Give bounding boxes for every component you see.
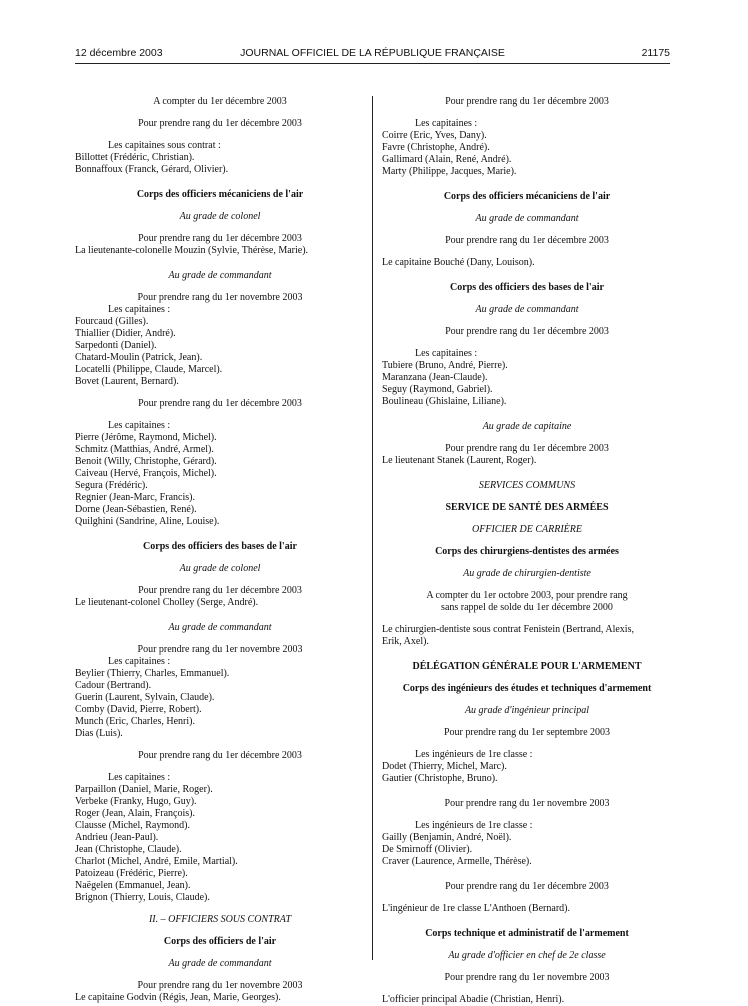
spacer xyxy=(75,410,365,420)
text-line: La lieutenante-colonelle Mouzin (Sylvie, Thérèse, Marie). xyxy=(75,245,309,256)
text-line: Bonnaffoux (Franck, Gérard, Olivier). xyxy=(75,164,229,175)
section-heading: Corps technique et administratif de l'armement xyxy=(425,928,629,939)
spacer xyxy=(382,695,672,705)
spacer xyxy=(382,673,672,683)
spacer xyxy=(75,904,365,914)
spacer xyxy=(75,108,365,118)
grade-heading: Au grade de colonel xyxy=(179,563,261,574)
text-line: Dodet (Thierry, Michel, Marc). xyxy=(382,761,507,772)
rank-line: Pour prendre rang du 1er décembre 2003 xyxy=(445,881,609,892)
text-line: Benoit (Willy, Christophe, Gérard). xyxy=(75,456,217,467)
rank-line: Pour prendre rang du 1er novembre 2003 xyxy=(137,292,303,303)
text-line: Seguy (Raymond, Gabriel). xyxy=(382,384,493,395)
grade-heading: Au grade de commandant xyxy=(168,958,272,969)
rank-line: Pour prendre rang du 1er décembre 2003 xyxy=(138,585,302,596)
text-line: Munch (Eric, Charles, Henri). xyxy=(75,716,195,727)
spacer xyxy=(75,634,365,644)
spacer xyxy=(75,762,365,772)
text-line: Sarpedonti (Daniel). xyxy=(75,340,157,351)
text-line: Billottet (Frédéric, Christian). xyxy=(75,152,195,163)
left-column xyxy=(75,96,365,1004)
rank-line: Pour prendre rang du 1er novembre 2003 xyxy=(137,644,303,655)
spacer xyxy=(75,575,365,585)
spacer xyxy=(382,178,672,191)
grade-heading: Au grade d'ingénieur principal xyxy=(464,705,590,716)
spacer xyxy=(382,203,672,213)
text-line: Quilghini (Sandrine, Aline, Louise). xyxy=(75,516,220,527)
text-line: Locatelli (Philippe, Claude, Marcel). xyxy=(75,364,223,375)
spacer xyxy=(75,257,365,270)
rank-line: Pour prendre rang du 1er décembre 2003 xyxy=(138,233,302,244)
text-line: L'ingénieur de 1re classe L'Anthoen (Bernard). xyxy=(382,903,570,914)
section-heading: Corps des officiers mécaniciens de l'air xyxy=(443,191,611,202)
section-heading: Corps des ingénieurs des études et techniques d'armement xyxy=(402,683,652,694)
text-line: Bovet (Laurent, Bernard). xyxy=(75,376,179,387)
text-line: Gailly (Benjamin, André, Noël). xyxy=(382,832,512,843)
text-line: Gautier (Christophe, Bruno). xyxy=(382,773,498,784)
spacer xyxy=(75,553,365,563)
list-intro: Les capitaines : xyxy=(415,118,478,129)
spacer xyxy=(75,740,365,750)
text-line: Pierre (Jérôme, Raymond, Michel). xyxy=(75,432,217,443)
rank-line: Pour prendre rang du 1er novembre 2003 xyxy=(137,980,303,991)
text-line: Segura (Frédéric). xyxy=(75,480,148,491)
text-line: L'officier principal Abadie (Christian, Henri). xyxy=(382,994,565,1005)
grade-heading: Au grade de colonel xyxy=(179,211,261,222)
rank-line: Pour prendre rang du 1er décembre 2003 xyxy=(138,750,302,761)
grade-heading: Au grade de commandant xyxy=(168,622,272,633)
grade-heading: Au grade de commandant xyxy=(168,270,272,281)
text-line: Schmitz (Matthias, André, Armel). xyxy=(75,444,214,455)
grade-heading: Au grade d'officier en chef de 2e classe xyxy=(448,950,606,961)
text-line: Caiveau (Hervé, François, Michel). xyxy=(75,468,217,479)
spacer xyxy=(382,868,672,881)
text-line: Regnier (Jean-Marc, Francis). xyxy=(75,492,195,503)
rank-line: A compter du 1er décembre 2003 xyxy=(153,96,287,107)
spacer xyxy=(382,810,672,820)
text-line: Verbeke (Franky, Hugo, Guy). xyxy=(75,796,197,807)
text-line: Cadour (Bertrand). xyxy=(75,680,152,691)
text-line: Beylier (Thierry, Charles, Emmanuel). xyxy=(75,668,230,679)
text-line: Brignon (Thierry, Louis, Claude). xyxy=(75,892,210,903)
spacer xyxy=(382,785,672,798)
list-intro: Les capitaines : xyxy=(108,772,171,783)
list-intro: Les capitaines : xyxy=(108,304,171,315)
list-intro: Les capitaines : xyxy=(108,420,171,431)
grade-heading: II. – OFFICIERS SOUS CONTRAT xyxy=(148,914,292,925)
spacer xyxy=(75,388,365,398)
text-line: Le lieutenant Stanek (Laurent, Roger). xyxy=(382,455,537,466)
rank-line: Pour prendre rang du 1er novembre 2003 xyxy=(444,798,610,809)
text-line: Gallimard (Alain, René, André). xyxy=(382,154,512,165)
text-line: Comby (David, Pierre, Robert). xyxy=(75,704,202,715)
text-line: Dorne (Jean-Sébastien, René). xyxy=(75,504,197,515)
text-line: Guerin (Laurent, Sylvain, Claude). xyxy=(75,692,215,703)
spacer xyxy=(382,739,672,749)
section-heading: Corps des chirurgiens-dentistes des armées xyxy=(435,546,619,557)
header-rule xyxy=(75,63,670,64)
spacer xyxy=(382,316,672,326)
rank-line: Pour prendre rang du 1er décembre 2003 xyxy=(138,118,302,129)
text-line: Jean (Christophe, Claude). xyxy=(75,844,182,855)
header-title: JOURNAL OFFICIEL DE LA RÉPUBLIQUE FRANÇAISE xyxy=(240,47,505,59)
rank-line: Pour prendre rang du 1er décembre 2003 xyxy=(445,443,609,454)
rank-line: A compter du 1er octobre 2003, pour prendre rang xyxy=(426,590,628,601)
right-column xyxy=(382,96,672,1006)
text-line: Andrieu (Jean-Paul). xyxy=(75,832,159,843)
spacer xyxy=(382,108,672,118)
header-page-number: 21175 xyxy=(641,47,670,59)
spacer xyxy=(382,648,672,661)
spacer xyxy=(382,614,672,624)
page-header xyxy=(75,47,670,61)
text-line: Craver (Laurence, Armelle, Thérèse). xyxy=(382,856,532,867)
text-line: Naëgelen (Emmanuel, Jean). xyxy=(75,880,191,891)
spacer xyxy=(382,984,672,994)
spacer xyxy=(382,408,672,421)
text-line: Marty (Philippe, Jacques, Marie). xyxy=(382,166,517,177)
spacer xyxy=(382,558,672,568)
text-line: Le capitaine Godvin (Régis, Jean, Marie, Georges). xyxy=(75,992,281,1003)
text-line: Le lieutenant-colonel Cholley (Serge, André). xyxy=(75,597,259,608)
spacer xyxy=(382,294,672,304)
text-line: Chatard-Moulin (Patrick, Jean). xyxy=(75,352,203,363)
section-heading: Corps des officiers mécaniciens de l'air xyxy=(136,189,304,200)
list-intro: Les capitaines : xyxy=(415,348,478,359)
grade-heading: Au grade de chirurgien-dentiste xyxy=(463,568,591,579)
spacer xyxy=(382,717,672,727)
text-line: Dias (Luis). xyxy=(75,728,123,739)
text-line: Tubiere (Bruno, André, Pierre). xyxy=(382,360,508,371)
text-line: Clausse (Michel, Raymond). xyxy=(75,820,190,831)
spacer xyxy=(75,282,365,292)
list-intro: Les capitaines : xyxy=(108,656,171,667)
section-heading: Corps des officiers des bases de l'air xyxy=(450,282,604,293)
spacer xyxy=(75,201,365,211)
spacer xyxy=(382,893,672,903)
spacer xyxy=(382,247,672,257)
text-line: Favre (Christophe, André). xyxy=(382,142,490,153)
text-line: Parpaillon (Daniel, Marie, Roger). xyxy=(75,784,213,795)
spacer xyxy=(382,580,672,590)
text-line: Patoizeau (Frédéric, Pierre). xyxy=(75,868,188,879)
spacer xyxy=(382,915,672,928)
section-heading: SERVICE DE SANTÉ DES ARMÉES xyxy=(445,502,609,513)
list-intro: Les ingénieurs de 1re classe : xyxy=(415,820,533,831)
spacer xyxy=(382,940,672,950)
spacer xyxy=(382,536,672,546)
text-line: De Smirnoff (Olivier). xyxy=(382,844,473,855)
text-line: Boulineau (Ghislaine, Liliane). xyxy=(382,396,507,407)
rank-line: Pour prendre rang du 1er décembre 2003 xyxy=(445,326,609,337)
spacer xyxy=(75,528,365,541)
grade-heading: Au grade de capitaine xyxy=(482,421,572,432)
spacer xyxy=(75,926,365,936)
rank-line: Pour prendre rang du 1er novembre 2003 xyxy=(444,972,610,983)
spacer xyxy=(382,338,672,348)
spacer xyxy=(75,609,365,622)
spacer xyxy=(382,492,672,502)
spacer xyxy=(382,962,672,972)
section-heading: Corps des officiers de l'air xyxy=(163,936,277,947)
spacer xyxy=(382,225,672,235)
rank-line: sans rappel de solde du 1er décembre 2000 xyxy=(441,602,613,613)
spacer xyxy=(75,223,365,233)
spacer xyxy=(75,130,365,140)
text-line: Erik, Axel). xyxy=(382,636,429,647)
spacer xyxy=(382,433,672,443)
rank-line: Pour prendre rang du 1er décembre 2003 xyxy=(445,96,609,107)
section-heading: DÉLÉGATION GÉNÉRALE POUR L'ARMEMENT xyxy=(412,661,642,672)
header-date: 12 décembre 2003 xyxy=(75,47,163,59)
spacer xyxy=(75,970,365,980)
text-line: Le capitaine Bouché (Dany, Louison). xyxy=(382,257,535,268)
list-intro: Les ingénieurs de 1re classe : xyxy=(415,749,533,760)
grade-heading: OFFICIER DE CARRIÈRE xyxy=(472,524,582,535)
section-heading: Corps des officiers des bases de l'air xyxy=(143,541,297,552)
grade-heading: Au grade de commandant xyxy=(475,304,579,315)
spacer xyxy=(75,948,365,958)
spacer xyxy=(382,269,672,282)
list-intro: Les capitaines sous contrat : xyxy=(108,140,221,151)
spacer xyxy=(382,467,672,480)
text-line: Charlot (Michel, André, Emile, Martial). xyxy=(75,856,238,867)
text-line: Coirre (Eric, Yves, Dany). xyxy=(382,130,487,141)
grade-heading: Au grade de commandant xyxy=(475,213,579,224)
text-line: Thiallier (Didier, André). xyxy=(75,328,176,339)
grade-heading: SERVICES COMMUNS xyxy=(478,480,576,491)
text-line: Roger (Jean, Alain, François). xyxy=(75,808,195,819)
rank-line: Pour prendre rang du 1er décembre 2003 xyxy=(138,398,302,409)
spacer xyxy=(75,176,365,189)
rank-line: Pour prendre rang du 1er septembre 2003 xyxy=(443,727,611,738)
text-line: Maranzana (Jean-Claude). xyxy=(382,372,488,383)
spacer xyxy=(382,514,672,524)
column-divider xyxy=(372,96,373,960)
text-line: Le chirurgien-dentiste sous contrat Fenistein (Bertrand, Alexis, xyxy=(382,624,634,635)
rank-line: Pour prendre rang du 1er décembre 2003 xyxy=(445,235,609,246)
text-line: Fourcaud (Gilles). xyxy=(75,316,149,327)
